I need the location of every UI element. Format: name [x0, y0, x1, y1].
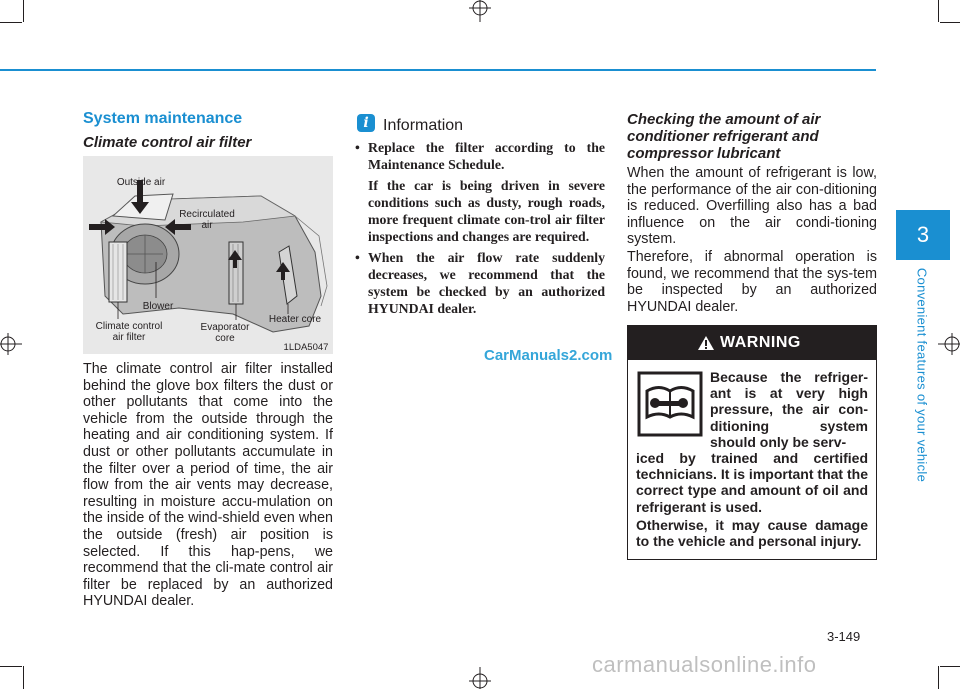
information-list	[355, 139, 605, 321]
label-outside-air: Outside air	[116, 177, 166, 188]
registration-mark-left	[0, 330, 22, 358]
information-heading: Information	[383, 117, 464, 134]
label-heater-core: Heater core	[268, 314, 322, 325]
filter-description: The climate control air filter installed behind the glove box filters the dust or other pollutants that come into the vehicle from the outside through the heating and air conditioning system. If dust or other pollutants accumulate in the filter over a period of time, the air flow from the air vents may decrease, resulting in moisture accu-mulation on the inside of the wind-shield even when the outside (fresh) air position is selected. If this hap-pens, we recommend that the cli-mate control air filter be replaced by an authorized HYUNDAI dealer.	[83, 361, 333, 610]
registration-mark-bottom	[466, 667, 494, 689]
info-item1-paragraph1: Replace the filter according to the Maintenance Schedule.	[368, 140, 605, 172]
service-manual-icon	[637, 371, 703, 437]
warning-triangle-icon	[697, 335, 715, 351]
crop-mark	[938, 0, 939, 22]
info-item2: When the air flow rate suddenly decreases, we recommend that the system be checked by an authorized HYUNDAI dealer.	[368, 250, 605, 316]
crop-mark	[23, 666, 24, 689]
information-icon: i	[357, 114, 375, 132]
air-filter-diagram	[83, 156, 333, 354]
warning-text-second: Otherwise, it may cause damage to the vehicle and personal injury.	[636, 517, 868, 550]
warning-text-full: iced by trained and certified technicians. It is important that the correct type and amount of oil and refrigerant is used.	[636, 450, 868, 515]
label-blower: Blower	[142, 301, 174, 312]
list-item	[355, 249, 605, 317]
refrigerant-paragraph-2: Therefore, if abnormal operation is found, we recommend that the sys-tem be inspected by an authorized HYUNDAI dealer.	[627, 249, 877, 315]
subsection-title: Climate control air filter	[83, 134, 252, 151]
bullet: •	[355, 250, 360, 265]
warning-box	[627, 325, 877, 560]
label-climate-filter: Climate control air filter	[95, 321, 163, 343]
warning-text-side: Because the refriger-ant is at very high pressure, the air con-ditioning system should only be serv-	[710, 369, 868, 450]
page-number: 3-149	[827, 629, 861, 644]
header-rule	[0, 69, 876, 71]
list-item	[355, 139, 605, 245]
chapter-title: Convenient features of your vehicle	[914, 267, 930, 483]
crop-mark	[940, 22, 960, 23]
chapter-tab: 3	[896, 210, 950, 260]
refrigerant-paragraph-1: When the amount of refrigerant is low, the performance of the air con-ditioning is reduced. Overfilling also has a bad influence on the air condi-tioning system.	[627, 165, 877, 248]
label-evaporator: Evaporator core	[200, 322, 250, 344]
refrigerant-section-title: Checking the amount of air conditioner refrigerant and compressor lubricant	[627, 111, 821, 162]
watermark-top: CarManuals2.com	[484, 347, 613, 364]
crop-mark	[0, 666, 22, 667]
label-recirculated-air: Recirculated air	[179, 209, 235, 231]
section-title: System maintenance	[83, 110, 243, 127]
info-item1-paragraph2: If the car is being driven in severe conditions such as dusty, rough roads, more frequent climate con-trol air filter inspections and changes are required.	[368, 178, 605, 244]
warning-header	[628, 326, 876, 360]
registration-mark-top	[466, 0, 494, 22]
registration-mark-right	[938, 330, 960, 358]
crop-mark	[938, 666, 939, 689]
crop-mark	[940, 666, 960, 667]
bullet: •	[355, 140, 360, 155]
figure-code: 1LDA5047	[283, 342, 329, 353]
warning-label: WARNING	[720, 334, 801, 351]
crop-mark	[0, 22, 22, 23]
watermark-bottom: carmanualsonline.info	[592, 652, 817, 677]
crop-mark	[23, 0, 24, 22]
